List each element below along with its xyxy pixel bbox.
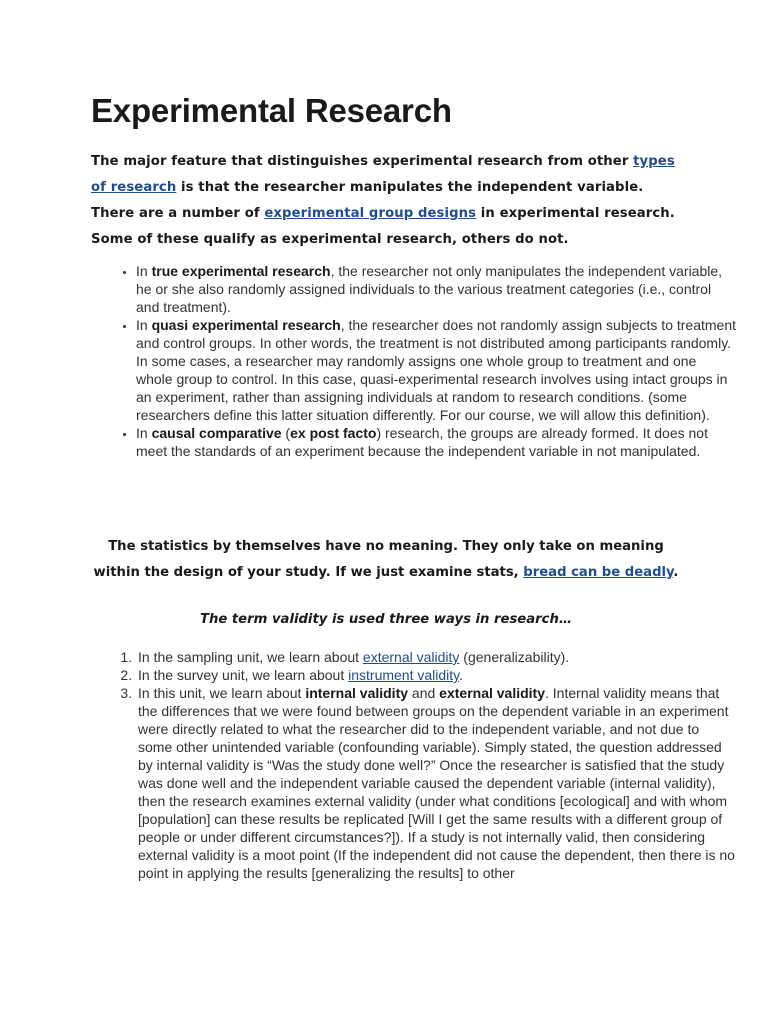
item-prefix: In <box>136 317 152 333</box>
item-prefix: In the sampling unit, we learn about <box>138 649 363 665</box>
page-title: Experimental Research <box>91 92 452 129</box>
item-prefix: In this unit, we learn about <box>138 685 306 701</box>
term-quasi-experimental: quasi experimental research <box>151 317 341 333</box>
list-item <box>136 648 736 666</box>
external-validity-link[interactable]: external validity <box>362 649 460 665</box>
list-item <box>136 666 736 684</box>
list-item <box>136 316 736 424</box>
item-prefix: In the survey unit, we learn about <box>138 667 349 683</box>
intro-text-2: is that the researcher manipulates the independent variable. There are a number of <box>91 180 644 221</box>
bread-can-be-deadly-link[interactable]: bread can be deadly <box>523 565 674 580</box>
list-item <box>136 262 736 316</box>
statement-end: . <box>673 565 679 580</box>
list-item <box>136 424 736 460</box>
intro-text-1: The major feature that distinguishes experimental research from other <box>91 154 634 169</box>
validity-heading: The term validity is used three ways in research… <box>199 612 573 627</box>
term-external-validity: external validity <box>439 685 545 701</box>
experimental-group-designs-link[interactable]: experimental group designs <box>264 206 477 221</box>
item-text: and <box>408 685 440 701</box>
research-types-list <box>91 262 736 460</box>
item-text: ) research, the groups are already formed. It does not meet the standards of an experiment because the independent variable in not manipulated. <box>136 425 708 459</box>
term-causal-comparative: causal comparative <box>151 425 282 441</box>
item-prefix: In <box>136 263 152 279</box>
statement-text: The statistics by themselves have no meaning. They only take on meaning within the design of your study. If we just examine stats, <box>93 539 664 580</box>
intro-paragraph <box>91 149 691 253</box>
item-prefix: In <box>136 425 152 441</box>
item-text: , the researcher not only manipulates the independent variable, he or she also randomly assigned individuals to the various treatment categories (i.e., control and treatment). <box>136 263 723 315</box>
instrument-validity-link[interactable]: instrument validity <box>348 667 460 683</box>
item-text: , the researcher does not randomly assign subjects to treatment and control groups. In other words, the treatment is not distributed among participants randomly. In some cases, a researcher may randomly assigns one whole group to treatment and one whole group to control. In this case, quasi-experimental research involves using intact groups in an experiment, rather than assigning individuals at random to research conditions. (some researchers define this latter situation differently. For our course, we will allow this definition). <box>136 317 737 423</box>
item-text: ( <box>281 425 291 441</box>
types-of-research-link[interactable]: types of research <box>91 154 675 195</box>
statistics-statement <box>91 534 681 586</box>
term-true-experimental: true experimental research <box>151 263 331 279</box>
item-text: (generalizability). <box>459 649 570 665</box>
list-item <box>136 684 736 882</box>
term-ex-post-facto: ex post facto <box>290 425 377 441</box>
term-internal-validity: internal validity <box>305 685 409 701</box>
intro-text-3: in experimental research. Some of these qualify as experimental research, others do not. <box>91 206 675 247</box>
validity-uses-list <box>91 648 736 882</box>
item-text: . <box>459 667 464 683</box>
item-text: . Internal validity means that the differences that we were found between groups on the dependent variable in an experiment were directly related to what the researcher did to the independent variable, and not due to some other unintended variable (confounding variable). Simply stated, the question addressed by internal validity is “Was the study done well?” Once the researcher is satisfied that the study was done well and the independent variable caused the dependent variable (internal validity), then the research examines external validity (under what conditions [ecological] and with whom [population] can these results be replicated [Will I get the same results with a different group of people or under different circumstances?]). If a study is not internally valid, then considering external validity is a moot point (If the independent did not cause the dependent, then there is no point in applying the results [generalizing the results] to other <box>138 685 735 881</box>
